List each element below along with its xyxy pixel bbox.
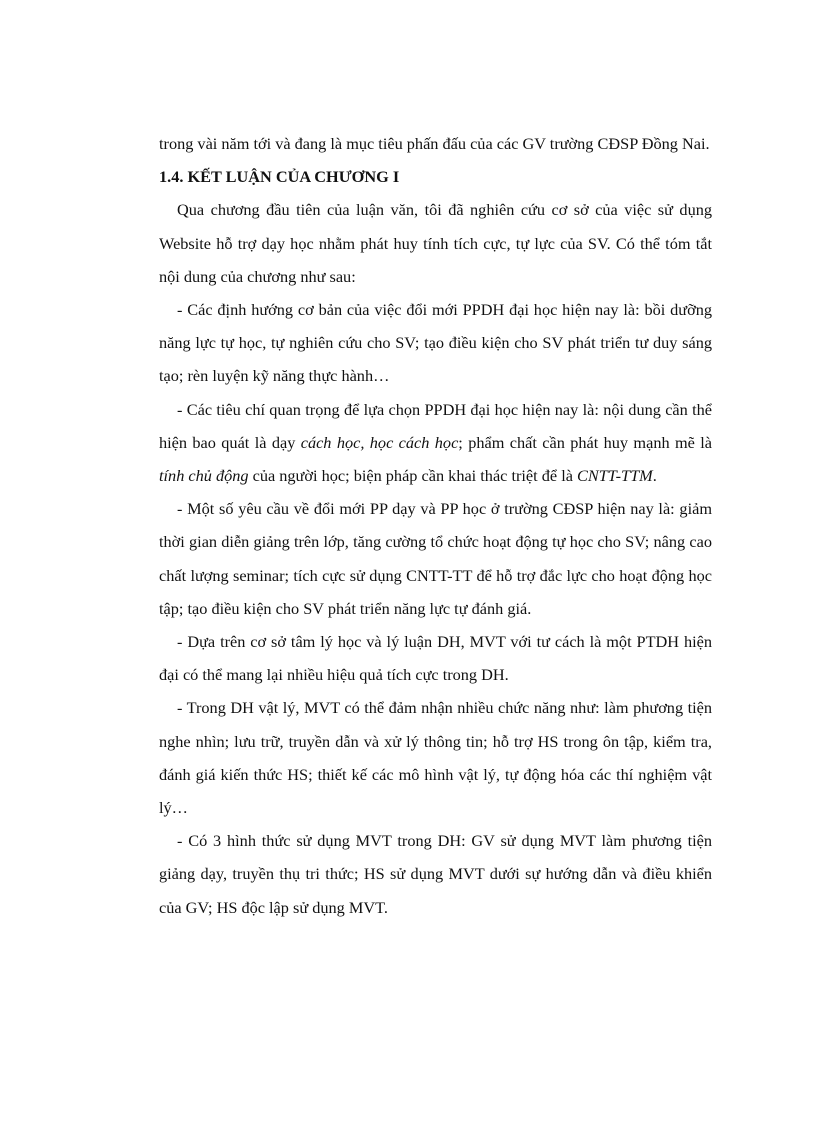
point-2-text-3: của người học; biện pháp cần khai thác triệt để là [248,466,578,486]
point-2-italic-3: CNTT-TTM [577,466,653,486]
section-heading: 1.4. KẾT LUẬN CỦA CHƯƠNG I [159,167,400,187]
point-2-text-4: . [652,466,657,486]
point-2-italic-2: tính chủ động [159,466,249,486]
summary-point-6: - Có 3 hình thức sử dụng MVT trong DH: GV sử dụng MVT làm phương tiện giảng dạy, truyền thụ tri thức; HS sử dụng MVT dưới sự hướng dẫn và điều khiển của GV; HS độc lập sử dụng MVT. [159,831,712,917]
summary-point-1: - Các định hướng cơ bản của việc đổi mới PPDH đại học hiện nay là: bồi dưỡng năng lực tự học, tự nghiên cứu cho SV; tạo điều kiện cho SV phát triển tư duy sáng tạo; rèn luyện kỹ năng thực hành… [159,300,712,386]
summary-point-4: - Dựa trên cơ sở tâm lý học và lý luận DH, MVT với tư cách là một PTDH hiện đại có thể mang lại nhiều hiệu quả tích cực trong DH. [159,632,712,685]
point-2-text-2: ; phẩm chất cần phát huy mạnh mẽ là [458,432,712,452]
point-2-text-1: - Các tiêu chí quan trọng để lựa chọn PPDH đại học hiện nay là: nội dung cần thể hiện bao quát là dạy [159,399,712,452]
summary-point-5: - Trong DH vật lý, MVT có thể đảm nhận nhiều chức năng như: làm phương tiện nghe nhìn; lưu trữ, truyền dẫn và xử lý thông tin; hỗ trợ HS trong ôn tập, kiểm tra, đánh giá kiến thức HS; thiết kế các mô hình vật lý, tự động hóa các thí nghiệm vật lý… [159,698,712,818]
point-2-italic-1: cách học, học cách học [300,432,459,452]
intro-paragraph: Qua chương đầu tiên của luận văn, tôi đã nghiên cứu cơ sở của việc sử dụng Website hỗ trợ dạy học nhằm phát huy tính tích cực, tự lực của SV. Có thể tóm tắt nội dung của chương như sau: [159,200,712,286]
continuation-paragraph: trong vài năm tới và đang là mục tiêu phấn đấu của các GV trường CĐSP Đồng Nai. [159,134,710,153]
document-page [159,127,712,924]
summary-point-3: - Một số yêu cầu về đổi mới PP dạy và PP học ở trường CĐSP hiện nay là: giảm thời gian diễn giảng trên lớp, tăng cường tổ chức hoạt động tự học cho SV; nâng cao chất lượng seminar; tích cực sử dụng CNTT-TT để hỗ trợ đắc lực cho hoạt động học tập; tạo điều kiện cho SV phát triển năng lực tự đánh giá. [159,499,712,618]
summary-point-2 [159,393,712,493]
